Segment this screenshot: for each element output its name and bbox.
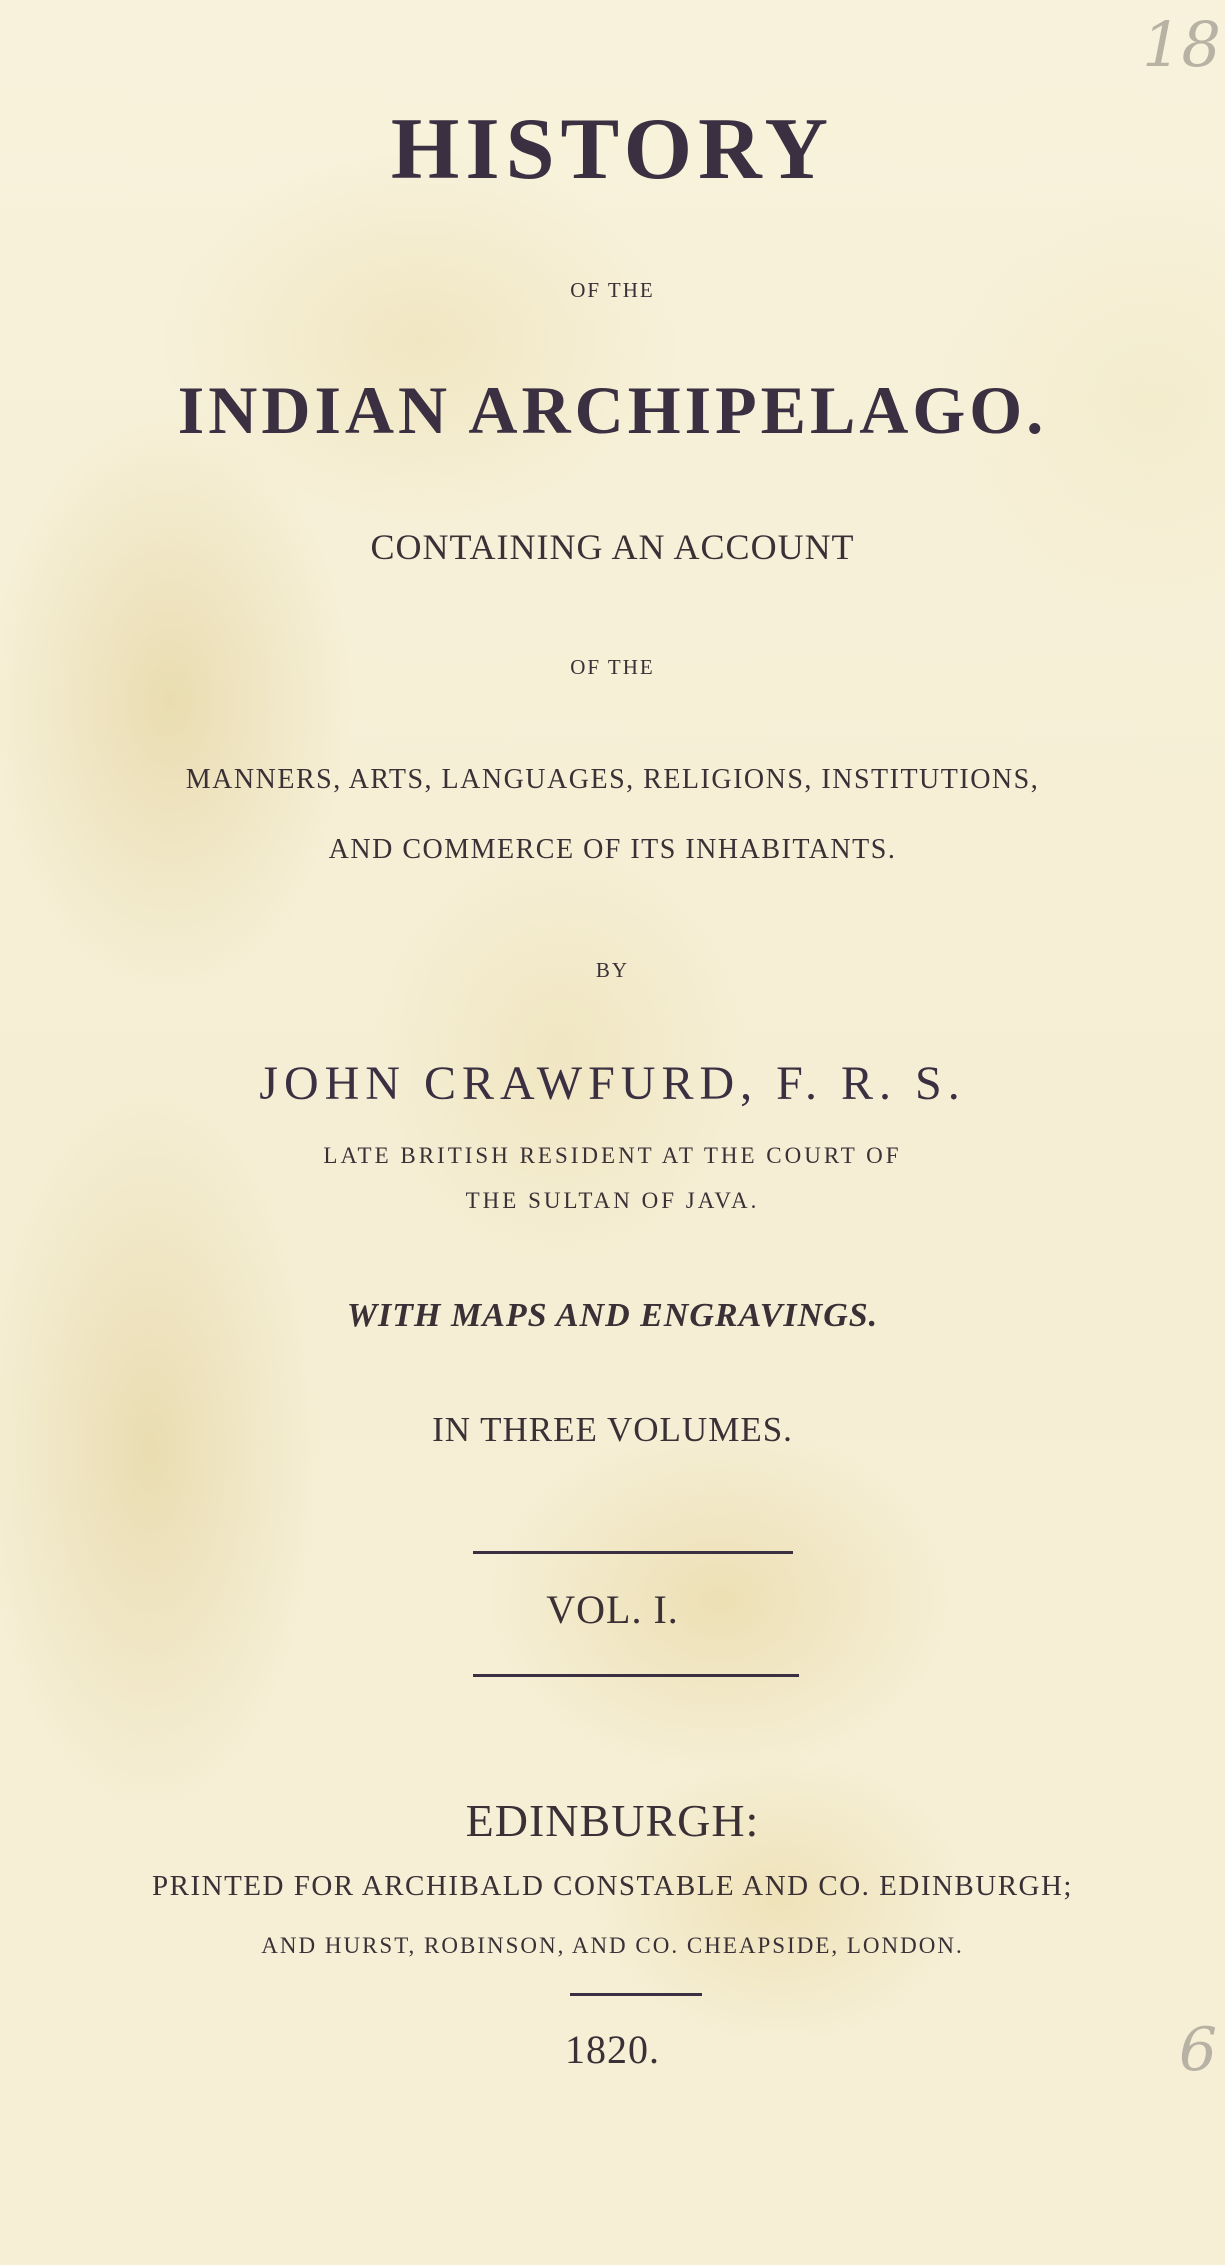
- by-line: BY: [595, 958, 630, 982]
- divider-rule-top: [473, 1551, 793, 1554]
- author-title-line-1: LATE BRITISH RESIDENT AT THE COURT OF: [323, 1143, 902, 1168]
- volumes-note: IN THREE VOLUMES.: [432, 1410, 793, 1449]
- pencil-annotation-top: 18: [1142, 8, 1221, 81]
- divider-rule-short: [570, 1993, 702, 1996]
- imprint-year: 1820.: [565, 2027, 660, 2072]
- imprint-printer-line-1: PRINTED FOR ARCHIBALD CONSTABLE AND CO. EDINBURGH;: [152, 1870, 1073, 1902]
- containing-line: CONTAINING AN ACCOUNT: [370, 527, 855, 567]
- author-title-line-2: THE SULTAN OF JAVA.: [465, 1188, 760, 1213]
- description-line-1: MANNERS, ARTS, LANGUAGES, RELIGIONS, INSTITUTIONS,: [185, 764, 1040, 795]
- author-name: JOHN CRAWFURD, F. R. S.: [259, 1057, 966, 1110]
- divider-rule-bottom: [473, 1674, 799, 1677]
- book-title: HISTORY: [390, 101, 835, 198]
- of-the-connector: OF THE: [570, 278, 655, 302]
- illustrations-note: WITH MAPS AND ENGRAVINGS.: [346, 1297, 879, 1334]
- book-subject: INDIAN ARCHIPELAGO.: [177, 372, 1048, 448]
- imprint-printer-line-2: AND HURST, ROBINSON, AND CO. CHEAPSIDE, LONDON.: [261, 1933, 964, 1958]
- pencil-annotation-bottom: 6: [1178, 2015, 1217, 2085]
- of-the-connector-2: OF THE: [570, 655, 655, 679]
- imprint-place: EDINBURGH:: [465, 1795, 760, 1846]
- volume-number: VOL. I.: [546, 1587, 679, 1632]
- description-line-2: AND COMMERCE OF ITS INHABITANTS.: [328, 834, 897, 865]
